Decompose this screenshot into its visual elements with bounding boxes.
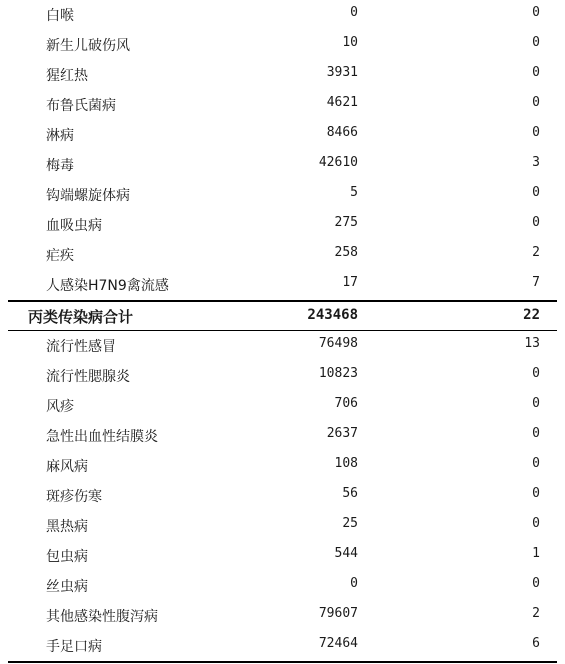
row-deaths: 0 <box>532 486 540 501</box>
row-deaths: 0 <box>532 456 540 471</box>
table-row <box>8 361 557 391</box>
row-name: 血吸虫病 <box>46 218 102 234</box>
row-name: 新生儿破伤风 <box>46 38 130 54</box>
row-deaths: 0 <box>532 185 540 200</box>
table-row <box>8 0 557 30</box>
table-row <box>8 90 557 120</box>
row-name: 其他感染性腹泻病 <box>46 609 158 625</box>
table-row <box>8 180 557 210</box>
table-row <box>8 451 557 481</box>
table-row <box>8 601 557 631</box>
row-cases: 5 <box>350 185 358 200</box>
row-cases: 4621 <box>326 95 358 110</box>
table-row <box>8 60 557 90</box>
row-cases: 17 <box>342 275 358 290</box>
total-row-cases: 243468 <box>307 307 358 323</box>
row-deaths: 2 <box>532 245 540 260</box>
row-cases: 275 <box>334 215 358 230</box>
row-cases: 258 <box>334 245 358 260</box>
row-deaths: 0 <box>532 516 540 531</box>
row-cases: 0 <box>350 5 358 20</box>
row-cases: 10 <box>342 35 358 50</box>
row-name: 麻风病 <box>46 459 88 475</box>
table-row <box>8 270 557 300</box>
row-cases: 42610 <box>318 155 358 170</box>
table-row <box>8 511 557 541</box>
row-deaths: 0 <box>532 35 540 50</box>
disease-statistics-table <box>8 0 557 661</box>
row-deaths: 0 <box>532 366 540 381</box>
row-cases: 706 <box>334 396 358 411</box>
table-row <box>8 481 557 511</box>
row-deaths: 0 <box>532 65 540 80</box>
row-deaths: 1 <box>532 546 540 561</box>
row-cases: 108 <box>334 456 358 471</box>
table-row <box>8 421 557 451</box>
row-name: 手足口病 <box>46 639 102 655</box>
row-deaths: 6 <box>532 636 540 651</box>
row-cases: 2637 <box>326 426 358 441</box>
row-cases: 76498 <box>318 336 358 351</box>
total-row <box>8 300 557 331</box>
row-deaths: 7 <box>532 275 540 290</box>
table-row <box>8 331 557 361</box>
table-row <box>8 631 557 661</box>
row-name: 布鲁氏菌病 <box>46 98 116 114</box>
row-deaths: 0 <box>532 95 540 110</box>
row-name: 流行性腮腺炎 <box>46 369 130 385</box>
group-c-rows <box>8 331 557 661</box>
total-row-name: 丙类传染病合计 <box>28 308 134 326</box>
table-bottom-rule <box>8 661 557 663</box>
row-name: 人感染H7N9禽流感 <box>46 278 169 294</box>
row-deaths: 0 <box>532 426 540 441</box>
table-row <box>8 391 557 421</box>
row-cases: 72464 <box>318 636 358 651</box>
row-name: 风疹 <box>46 399 74 415</box>
row-cases: 544 <box>334 546 358 561</box>
table-row <box>8 541 557 571</box>
row-name: 黑热病 <box>46 519 88 535</box>
row-name: 急性出血性结膜炎 <box>46 429 158 445</box>
total-row-deaths: 22 <box>523 307 540 323</box>
row-cases: 8466 <box>326 125 358 140</box>
row-name: 斑疹伤寒 <box>46 489 102 505</box>
row-name: 流行性感冒 <box>46 339 116 355</box>
row-deaths: 0 <box>532 125 540 140</box>
row-deaths: 0 <box>532 5 540 20</box>
row-cases: 10823 <box>318 366 358 381</box>
row-cases: 79607 <box>318 606 358 621</box>
table-row <box>8 120 557 150</box>
row-deaths: 0 <box>532 215 540 230</box>
row-cases: 0 <box>350 576 358 591</box>
row-name: 梅毒 <box>46 158 74 174</box>
table-row <box>8 210 557 240</box>
table-row <box>8 571 557 601</box>
row-deaths: 3 <box>532 155 540 170</box>
row-name: 猩红热 <box>46 68 88 84</box>
row-name: 钩端螺旋体病 <box>46 188 130 204</box>
row-deaths: 0 <box>532 396 540 411</box>
row-deaths: 13 <box>524 336 540 351</box>
row-name: 淋病 <box>46 128 74 144</box>
row-cases: 3931 <box>326 65 358 80</box>
table-row <box>8 30 557 60</box>
row-deaths: 2 <box>532 606 540 621</box>
table-row <box>8 150 557 180</box>
row-deaths: 0 <box>532 576 540 591</box>
row-name: 疟疾 <box>46 248 74 264</box>
group-b-rows <box>8 0 557 300</box>
row-cases: 25 <box>342 516 358 531</box>
row-name: 丝虫病 <box>46 579 88 595</box>
row-cases: 56 <box>342 486 358 501</box>
row-name: 包虫病 <box>46 549 88 565</box>
row-name: 白喉 <box>46 8 74 24</box>
table-row <box>8 240 557 270</box>
